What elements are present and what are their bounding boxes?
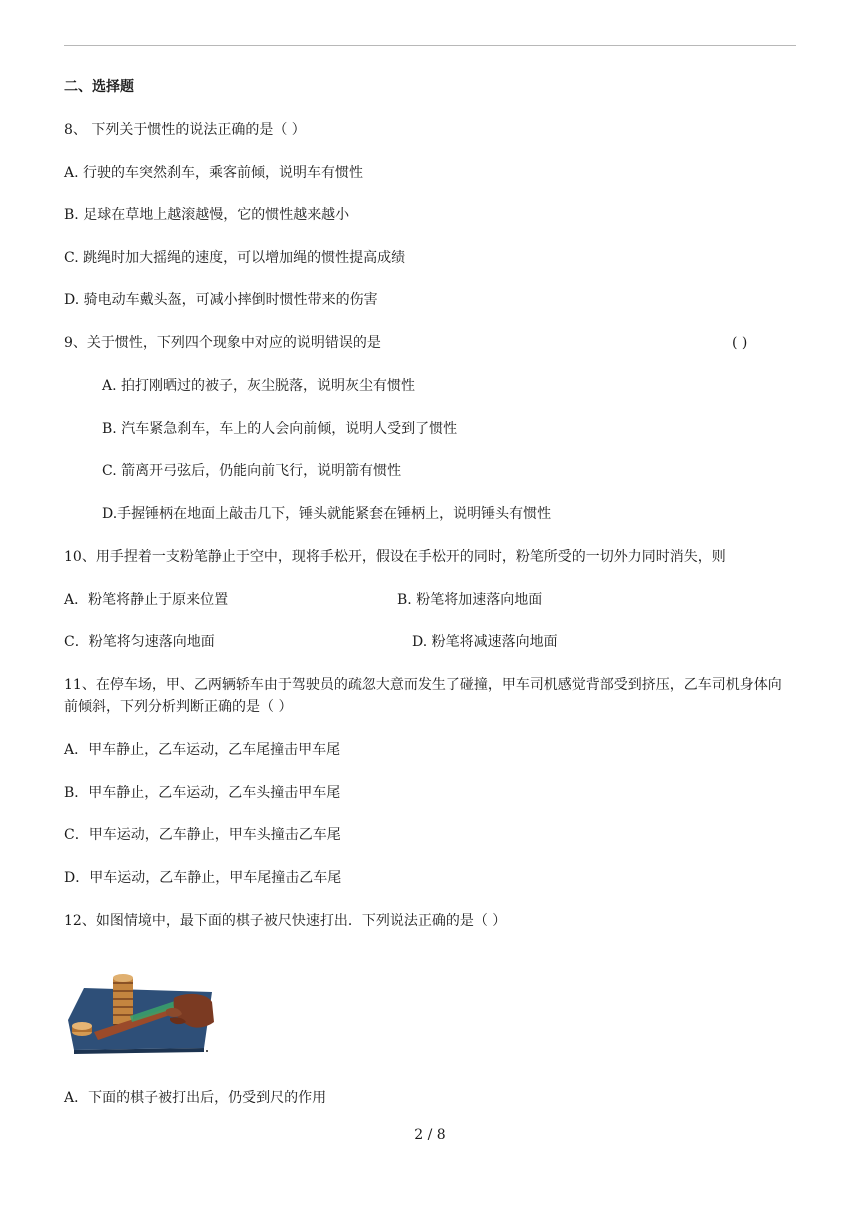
question-11-stem-line1: 11、在停车场，甲、乙两辆轿车由于驾驶员的疏忽大意而发生了碰撞，甲车司机感觉背部受到挤压，乙车司机身体向 — [64, 677, 782, 693]
question-11-option-c: C．甲车运动，乙车静止，甲车头撞击乙车尾 — [64, 827, 341, 843]
question-9-option-d: D.手握锤柄在地面上敲击几下，锤头就能紧套在锤柄上，说明锤头有惯性 — [102, 506, 552, 522]
question-8-option-c: C. 跳绳时加大摇绳的速度，可以增加绳的惯性提高成绩 — [64, 250, 406, 266]
section-title: 二、选择题 — [64, 79, 134, 95]
question-8-option-d: D. 骑电动车戴头盔，可减小摔倒时惯性带来的伤害 — [64, 292, 378, 308]
question-11-stem-line2: 前倾斜，下列分析判断正确的是（ ） — [64, 699, 293, 715]
question-10-option-d: D. 粉笔将减速落向地面 — [412, 634, 558, 650]
question-12-stem: 12、如图情境中，最下面的棋子被尺快速打出．下列说法正确的是（ ） — [64, 913, 507, 929]
question-10-stem: 10、用手捏着一支粉笔静止于空中，现将手松开，假设在手松开的同时，粉笔所受的一切外力同时消失，则 — [64, 549, 726, 565]
header-rule — [64, 45, 796, 46]
question-11-option-d: D．甲车运动，乙车静止，甲车尾撞击乙车尾 — [64, 870, 342, 886]
question-9-option-b: B. 汽车紧急刹车，车上的人会向前倾，说明人受到了惯性 — [102, 421, 458, 437]
question-8-option-a: A. 行驶的车突然刹车，乘客前倾，说明车有惯性 — [64, 165, 364, 181]
question-11-option-a: A．甲车静止，乙车运动，乙车尾撞击甲车尾 — [64, 742, 341, 758]
question-11-option-b: B．甲车静止，乙车运动，乙车头撞击甲车尾 — [64, 785, 341, 801]
question-9-option-a: A. 拍打刚晒过的被子，灰尘脱落，说明灰尘有惯性 — [102, 378, 416, 394]
question-9-option-c: C. 箭离开弓弦后，仍能向前飞行，说明箭有惯性 — [102, 463, 402, 479]
question-10-option-a: A．粉笔将静止于原来位置 — [64, 592, 229, 608]
question-8-stem: 8、 下列关于惯性的说法正确的是（ ） — [64, 122, 306, 138]
question-9-bracket: ( ) — [732, 335, 748, 351]
question-12-option-a: A．下面的棋子被打出后，仍受到尺的作用 — [64, 1090, 327, 1106]
question-10-option-c: C．粉笔将匀速落向地面 — [64, 634, 215, 650]
question-8-option-b: B. 足球在草地上越滚越慢，它的惯性越来越小 — [64, 207, 350, 223]
page-number: 2 / 8 — [414, 1127, 446, 1143]
question-10-option-b: B. 粉笔将加速落向地面 — [397, 592, 543, 608]
question-9-stem: 9、关于惯性，下列四个现象中对应的说明错误的是 — [64, 335, 381, 351]
chess-pieces-illustration — [66, 962, 216, 1058]
